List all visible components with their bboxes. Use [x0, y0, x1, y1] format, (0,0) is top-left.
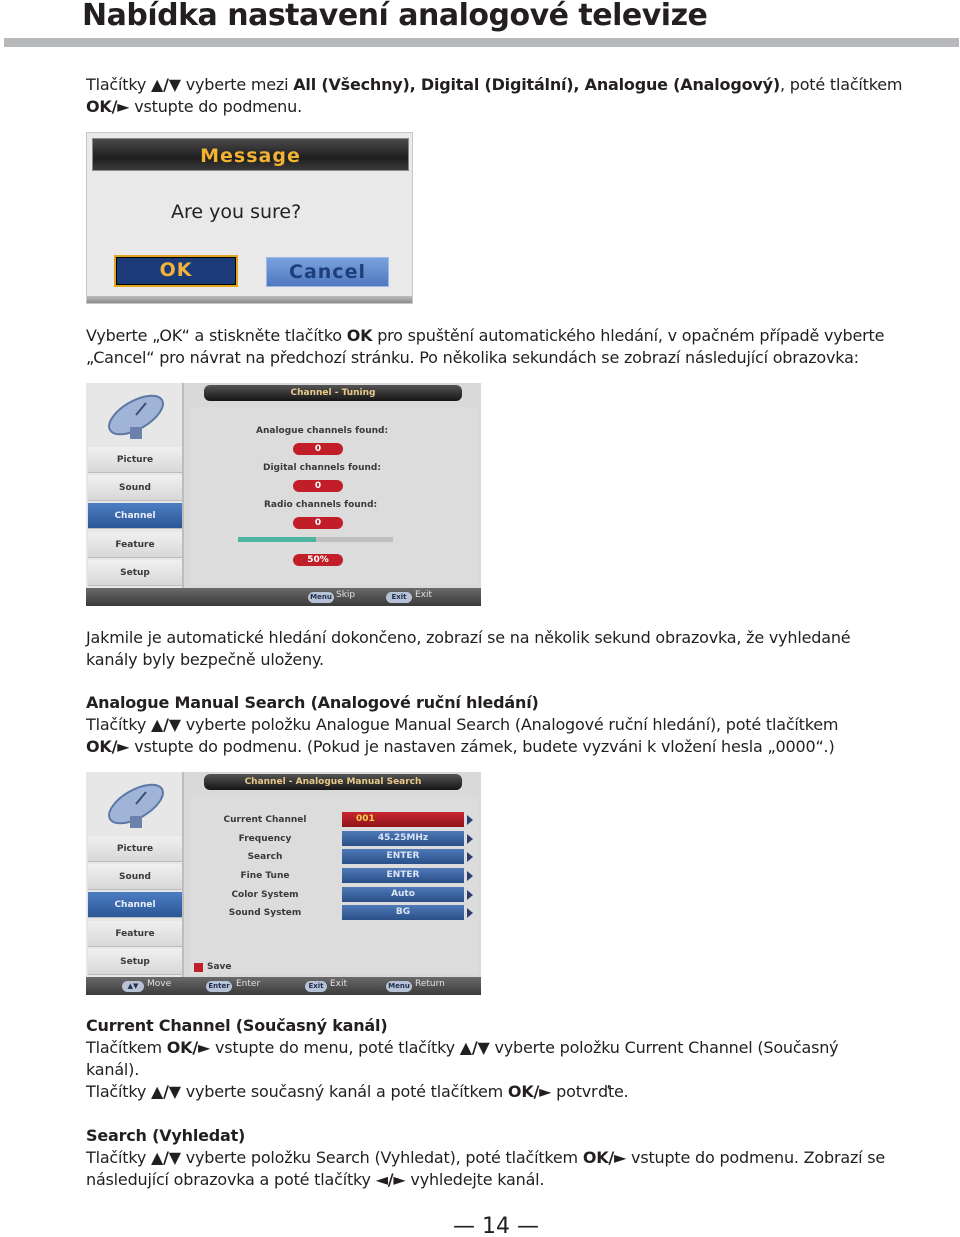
right-arrow-icon — [467, 834, 473, 844]
sidebar-item-feature[interactable]: Feature — [88, 921, 182, 947]
text: Tlačítkem — [86, 1038, 167, 1057]
save-label: Save — [207, 962, 232, 972]
message-dialog-header — [92, 138, 409, 171]
sidebar-item-picture[interactable]: Picture — [88, 836, 182, 862]
text: vyberte položku Search (Vyhledat), poté tlačítkem — [180, 1148, 583, 1167]
radio-channels-value: 0 — [293, 517, 343, 529]
text: vstupte do podmenu. — [129, 97, 302, 116]
fine-tune-row[interactable] — [190, 867, 474, 885]
message-dialog-title: Message — [200, 145, 301, 167]
updown-keys: ▲/▼ — [459, 1038, 490, 1057]
color-system-row[interactable] — [190, 886, 474, 904]
intro-paragraph — [86, 74, 903, 118]
tuning-screen — [86, 383, 481, 606]
section-manual-search — [86, 692, 886, 758]
message-dialog — [86, 132, 413, 304]
text: kanály byly bezpečně uloženy. — [86, 650, 324, 669]
row-value: 45.25MHz — [342, 831, 464, 846]
page-title: Nabídka nastavení analogové televize — [82, 0, 708, 33]
row-label: Color System — [231, 890, 299, 900]
message-dialog-text: Are you sure? — [171, 201, 302, 223]
sidebar-item-sound[interactable]: Sound — [88, 475, 182, 501]
right-arrow-icon — [467, 852, 473, 862]
tuning-progress-fill — [238, 537, 316, 542]
text: následující obrazovka a poté tlačítky — [86, 1170, 376, 1189]
text: Vyberte „OK“ a stiskněte tlačítko — [86, 326, 347, 345]
manual-footer — [86, 977, 481, 995]
updown-keys: ▲/▼ — [151, 715, 181, 734]
right-arrow-icon — [467, 871, 473, 881]
sidebar-item-picture[interactable]: Picture — [88, 447, 182, 473]
radio-channels-label: Radio channels found: — [264, 500, 378, 510]
ok-key: OK/► — [166, 1038, 211, 1057]
menu-key-pill: Menu — [308, 592, 334, 603]
right-arrow-icon — [467, 815, 473, 825]
ok-key: OK/► — [582, 1148, 627, 1167]
exit-key-pill: Exit — [305, 981, 327, 992]
text: vyberte současný kanál a poté tlačítkem — [180, 1082, 508, 1101]
exit-key-pill: Exit — [386, 592, 412, 603]
sidebar-item-setup[interactable]: Setup — [88, 560, 182, 586]
menu-key-text: Skip — [336, 590, 356, 600]
text: , poté tlačítkem — [779, 75, 903, 94]
cancel-button[interactable] — [266, 257, 389, 287]
enter-key-text: Enter — [236, 979, 261, 989]
row-value: 001 — [342, 812, 464, 827]
analogue-channels-value: 0 — [293, 443, 343, 455]
text: Tlačítky — [86, 1148, 151, 1167]
right-arrow-icon — [467, 908, 473, 918]
sidebar-item-feature[interactable]: Feature — [88, 532, 182, 558]
frequency-row[interactable] — [190, 830, 474, 848]
text: potvrďte. — [551, 1082, 629, 1101]
text: kanál). — [86, 1060, 140, 1079]
updown-keys: ▲/▼ — [151, 1148, 181, 1167]
tuning-sidebar — [86, 383, 184, 606]
right-arrow-icon — [467, 890, 473, 900]
section-search — [86, 1125, 886, 1191]
menu-key-pill: Menu — [386, 981, 412, 992]
tuning-progress-bar — [238, 537, 393, 542]
page-number: — 14 — — [453, 1214, 539, 1237]
text: vyberte položku Analogue Manual Search (Analogové ruční hledání), poté tlačítkem — [180, 715, 839, 734]
row-value: Auto — [342, 887, 464, 902]
paragraph-ok-cancel — [86, 325, 886, 369]
sound-system-row[interactable] — [190, 904, 474, 922]
current-channel-row[interactable] — [190, 811, 474, 829]
text: vstupte do podmenu. Zobrazí se — [626, 1148, 886, 1167]
mode-options: All (Všechny), Digital (Digitální), Analogue (Analogový) — [293, 75, 780, 94]
menu-key-text: Return — [415, 979, 445, 989]
text: vyhledejte kanál. — [405, 1170, 545, 1189]
row-value: BG — [342, 905, 464, 920]
updown-keys: ▲/▼ — [151, 1082, 181, 1101]
row-label: Current Channel — [223, 815, 307, 825]
sidebar-item-sound[interactable]: Sound — [88, 864, 182, 890]
ok-key: OK — [346, 326, 373, 345]
sidebar-item-channel[interactable]: Channel — [88, 892, 182, 918]
row-label: Sound System — [228, 908, 302, 918]
text: „Cancel“ pro návrat na předchozí stránku. Po několika sekundách se zobrazí následující obrazovka: — [86, 348, 859, 367]
move-key-pill: ▲▼ — [122, 981, 144, 992]
text: vstupte do podmenu. (Pokud je nastaven zámek, budete vyzváni k vložení hesla „0000“.) — [129, 737, 835, 756]
row-value: ENTER — [342, 849, 464, 864]
section-heading: Search (Vyhledat) — [86, 1126, 246, 1145]
ok-button-label: OK — [159, 259, 193, 281]
row-label: Search — [247, 852, 283, 862]
text: vstupte do menu, poté tlačítky — [210, 1038, 460, 1057]
text: pro spuštění automatického hledání, v opačném případě vyberte — [372, 326, 885, 345]
ok-button[interactable] — [114, 255, 238, 287]
sidebar-item-setup[interactable]: Setup — [88, 949, 182, 975]
text: Jakmile je automatické hledání dokončeno, zobrazí se na několik sekund obrazovka, že vyhledané — [86, 628, 851, 647]
text: Tlačítky — [86, 715, 151, 734]
satellite-dish-icon — [96, 780, 176, 830]
digital-channels-value: 0 — [293, 480, 343, 492]
manual-header: Channel - Analogue Manual Search — [204, 774, 462, 790]
section-heading: Analogue Manual Search (Analogové ruční hledání) — [86, 693, 539, 712]
leftright-keys: ◄/► — [375, 1170, 406, 1189]
row-label: Frequency — [238, 834, 292, 844]
ok-key: OK/► — [86, 737, 130, 756]
exit-key-text: Exit — [415, 590, 433, 600]
save-indicator-icon — [194, 963, 203, 972]
row-value: ENTER — [342, 868, 464, 883]
section-current-channel — [86, 1015, 886, 1103]
satellite-dish-icon — [96, 391, 176, 441]
enter-key-pill: Enter — [206, 981, 232, 992]
sidebar-item-channel[interactable]: Channel — [88, 503, 182, 529]
tuning-header: Channel - Tuning — [204, 385, 462, 401]
digital-channels-label: Digital channels found: — [263, 463, 381, 473]
manual-sidebar — [86, 772, 184, 995]
section-heading: Current Channel (Současný kanál) — [86, 1016, 388, 1035]
text: Tlačítky — [86, 1082, 151, 1101]
title-rule — [4, 38, 959, 47]
cancel-button-label: Cancel — [289, 261, 366, 283]
manual-search-screen — [86, 772, 481, 995]
tuning-progress-percent: 50% — [293, 554, 343, 566]
text: vyberte mezi — [180, 75, 294, 94]
analogue-channels-label: Analogue channels found: — [256, 426, 389, 436]
updown-keys: ▲/▼ — [151, 75, 181, 94]
paragraph-saved — [86, 627, 886, 671]
tuning-footer — [86, 588, 481, 606]
move-key-text: Move — [147, 979, 172, 989]
search-row[interactable] — [190, 848, 474, 866]
message-dialog-footer — [87, 296, 412, 303]
text: vyberte položku Current Channel (Současný — [489, 1038, 839, 1057]
text: Tlačítky — [86, 75, 151, 94]
ok-key: OK/► — [86, 97, 130, 116]
row-label: Fine Tune — [240, 871, 290, 881]
exit-key-text: Exit — [330, 979, 348, 989]
ok-key: OK/► — [507, 1082, 552, 1101]
